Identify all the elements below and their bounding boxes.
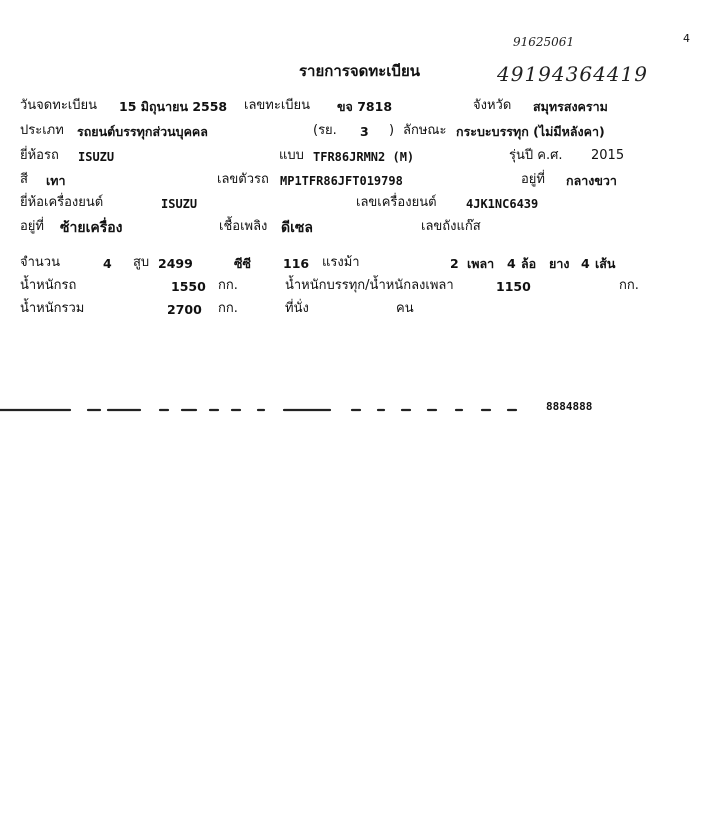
- handwritten-number: 49194364419: [497, 62, 648, 86]
- horsepower-label: แรงม้า: [322, 255, 360, 270]
- color-label: สี: [20, 172, 28, 187]
- fuel-label: เชื้อเพลิง: [219, 219, 268, 234]
- color-value: เทา: [46, 173, 66, 188]
- reg-no-label: เลขทะเบียน: [244, 98, 311, 113]
- load-weight-value: 1150: [496, 279, 531, 294]
- chassis-value: MP1TFR86JFT019798: [280, 174, 403, 188]
- seats-unit: คน: [396, 301, 414, 316]
- wheel-label: ล้อ: [521, 256, 537, 271]
- engine-brand-value: ISUZU: [161, 197, 198, 211]
- count-value: 4: [103, 256, 112, 271]
- model-value: TFR86JRMN2 (M): [313, 150, 415, 164]
- page-number: 4: [683, 32, 690, 45]
- style-label: ลักษณะ: [403, 123, 447, 138]
- year-label: รุ่นปี ค.ศ.: [509, 148, 563, 163]
- tire-value: 4: [581, 256, 590, 271]
- style-value: กระบะบรรทุก (ไม่มีหลังคา): [456, 124, 605, 139]
- gross-weight-unit: กก.: [218, 301, 238, 316]
- reg-no-value: ขจ 7818: [337, 99, 393, 114]
- gross-weight-value: 2700: [167, 302, 202, 317]
- model-label: แบบ: [279, 148, 304, 163]
- reg-date-label: วันจดทะเบียน: [20, 98, 97, 113]
- wheel-value: 4: [507, 256, 516, 271]
- seats-label: ที่นั่ง: [285, 301, 309, 316]
- brand-value: ISUZU: [78, 150, 115, 164]
- chassis-location-value: กลางขวา: [566, 173, 617, 188]
- cc-value: 116: [283, 256, 310, 271]
- fuel-value: ดีเซล: [281, 220, 313, 236]
- tire-label: ยาง: [549, 256, 570, 271]
- type-label: ประเภท: [20, 123, 64, 138]
- axle-label: เพลา: [467, 256, 495, 271]
- ry-label: (รย.: [313, 123, 337, 138]
- chassis-label: เลขตัวรถ: [217, 172, 269, 187]
- brand-label: ยี่ห้อรถ: [20, 148, 59, 163]
- vehicle-weight-value: 1550: [171, 279, 206, 294]
- engine-location-value: ซ้ายเครื่อง: [60, 220, 123, 236]
- province-value: สมุทรสงคราม: [533, 99, 608, 114]
- tire-unit: เส้น: [595, 256, 616, 271]
- cylinder-label: สูบ: [133, 255, 150, 270]
- chassis-location-label: อยู่ที่: [521, 172, 545, 187]
- count-label: จำนวน: [20, 255, 60, 270]
- handwritten-note: 91625061: [513, 35, 575, 49]
- cylinder-value: 2499: [158, 256, 193, 271]
- load-weight-unit: กก.: [619, 278, 639, 293]
- load-weight-label: น้ำหนักบรรทุก/น้ำหนักลงเพลา: [285, 278, 454, 293]
- year-value: 2015: [591, 148, 625, 163]
- province-label: จังหวัด: [473, 98, 512, 113]
- gross-weight-label: น้ำหนักรวม: [20, 301, 85, 316]
- ry-close: ): [389, 123, 395, 138]
- gas-tank-label: เลขถังแก๊ส: [421, 219, 481, 234]
- engine-brand-label: ยี่ห้อเครื่องยนต์: [20, 195, 104, 210]
- type-value: รถยนต์บรรทุกส่วนบุคคล: [77, 124, 208, 139]
- reg-date-value: 15 มิถุนายน 2558: [119, 99, 228, 114]
- engine-no-value: 4JK1NC6439: [466, 197, 539, 211]
- engine-no-label: เลขเครื่องยนต์: [356, 195, 437, 210]
- cut-off-number: 8884888: [546, 400, 593, 413]
- engine-location-label: อยู่ที่: [20, 219, 44, 234]
- cut-off-line: [0, 405, 720, 415]
- vehicle-weight-unit: กก.: [218, 278, 238, 293]
- cc-label: ซีซี: [234, 256, 251, 271]
- vehicle-weight-label: น้ำหนักรถ: [20, 278, 77, 293]
- axle-value: 2: [450, 256, 459, 271]
- page-title: รายการจดทะเบียน: [299, 62, 420, 80]
- ry-value: 3: [360, 124, 369, 139]
